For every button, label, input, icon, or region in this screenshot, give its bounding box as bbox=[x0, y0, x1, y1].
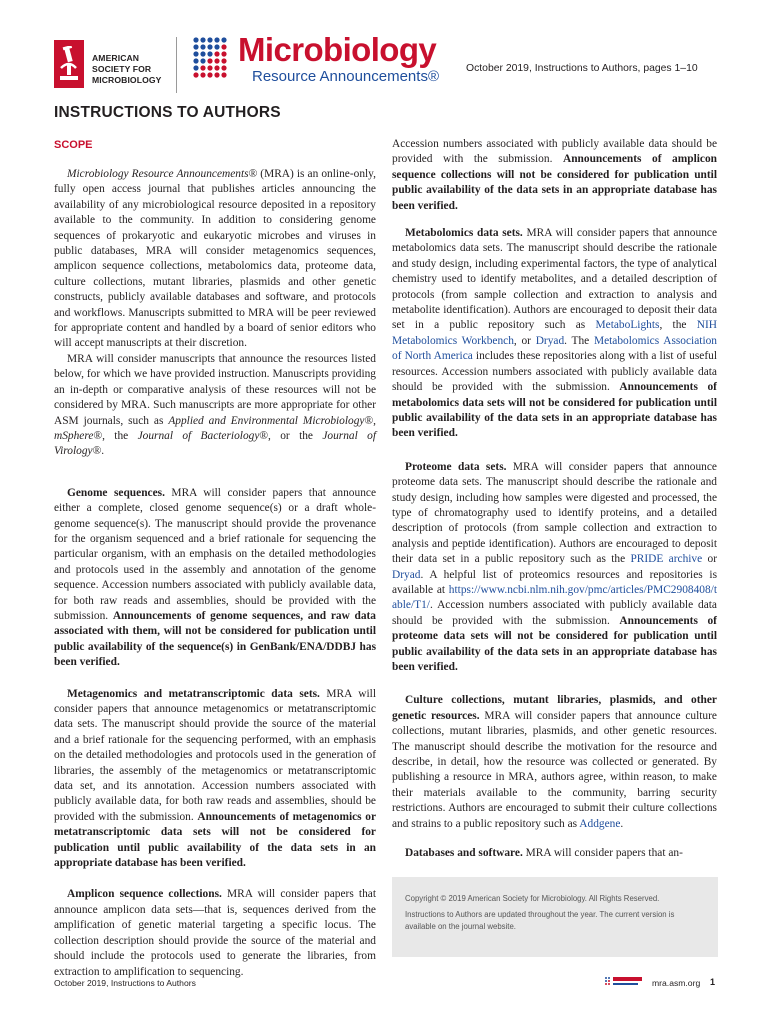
page-number: 1 bbox=[710, 977, 716, 987]
subsection-heading: Culture collections, mutant libraries, plasmids, and other genetic resources. bbox=[392, 694, 717, 722]
asm-name-line: SOCIETY FOR bbox=[92, 64, 152, 74]
bold-notice: Announcements of metabolomics data sets will not be considered for publication until public availability of the data sets in an appropriate database has been verified. bbox=[392, 381, 717, 440]
paragraph-text: MRA will consider papers that announce metagenomics or metatranscriptomic data sets. The manuscript should provide the source of the material and a brief rationale for the sequencing performed, with an emphasis on the detailed methodologies and protocols used in the generation of libraries, the assembly of the metagenomics or metatranscriptomic data set, and its annotation. Accession numbers associated with publicly available data, for both raw reads and assemblies, should be provided with the submission. bbox=[54, 687, 376, 823]
metabolomics-paragraph bbox=[392, 226, 717, 442]
right-column bbox=[392, 137, 717, 861]
mra-small-logo-icon bbox=[604, 976, 644, 988]
update-notice: Instructions to Authors are updated throughout the year. The current version is available on the journal website. bbox=[405, 910, 675, 931]
paragraph-text: MRA will consider papers that an- bbox=[522, 847, 683, 860]
paragraph-text: ®. bbox=[92, 445, 105, 458]
paragraph-text: or bbox=[702, 553, 717, 566]
dryad-link[interactable]: Dryad bbox=[392, 568, 421, 581]
paragraph-text: ®, bbox=[364, 414, 376, 427]
amplicon-paragraph bbox=[54, 887, 376, 979]
databases-software-paragraph bbox=[392, 846, 717, 861]
nih-metabolomics-workbench-link[interactable]: NIH Metabolomics Workbench bbox=[392, 319, 718, 347]
paragraph-text: . Accession numbers associated with publicly available data should be provided with the submission. bbox=[392, 599, 717, 627]
ncbi-proteomics-link[interactable]: https://www.ncbi.nlm.nih.gov/pmc/articles/PMC2908408/table/T1/ bbox=[392, 583, 717, 612]
paragraph-text: MRA will consider papers that announce proteome data sets. The manuscript should describe the rationale and study design, including how samples were digested and processed, the type of chromatography used to identify proteins, and a detailed description of protocols (from sample collection and extraction to analysis and peptide identification). Authors are encouraged to deposit their data set in a public repository such as the bbox=[392, 460, 717, 566]
journal-name: Microbiology Resource Announcements bbox=[67, 168, 249, 180]
paragraph-text: MRA will consider papers that announce either a complete, closed genome sequence(s) or a draft whole-genome sequence(s). The manuscript should provide the provenance for the organism sequenced and a brief rationale for sequencing the particular organism, with an emphasis on the detailed methodologies and protocols used in the assembly and annotation of the genome sequence. Accession numbers associated with publicly available data, for both raw reads and assemblies, should be provided with the submission. bbox=[54, 486, 377, 622]
journal-name: Journal of Bacteriology bbox=[137, 429, 260, 442]
bold-notice: Announcements of metagenomics or metatranscriptomic data sets will not be considered for publication until public availability of the data sets in an appropriate database has been verified. bbox=[54, 810, 376, 870]
scope-paragraph-1 bbox=[54, 167, 376, 352]
proteome-paragraph bbox=[392, 460, 717, 676]
pride-archive-link[interactable]: PRIDE archive bbox=[630, 553, 703, 566]
copyright-text: Copyright © 2019 American Society for Microbiology. All Rights Reserved. bbox=[405, 894, 660, 903]
copyright-box bbox=[392, 877, 718, 957]
bold-notice: Announcements of proteome data sets will not be considered for publication until public availability of the data sets in an appropriate database has been verified. bbox=[392, 614, 717, 673]
subsection-heading: Amplicon sequence collections. bbox=[67, 888, 222, 901]
paragraph-text: includes these repositories along with a list of useful resources. Accession numbers associated with publicly available data should be provided with the submission. bbox=[392, 350, 717, 394]
metagenomics-paragraph bbox=[54, 687, 376, 872]
genome-sequences-paragraph bbox=[54, 486, 376, 671]
asm-logo bbox=[54, 38, 174, 90]
metabolights-link[interactable]: MetaboLights bbox=[595, 319, 660, 332]
metabolomics-association-link[interactable]: Metabolomics Association of North America bbox=[392, 334, 717, 363]
scope-heading: SCOPE bbox=[54, 139, 93, 151]
addgene-link[interactable]: Addgene bbox=[579, 817, 621, 830]
journal-name: Applied and Environmental Microbiology bbox=[168, 414, 365, 427]
subsection-heading: Proteome data sets. bbox=[405, 460, 507, 473]
asm-name bbox=[92, 53, 161, 86]
bold-notice: Announcements of amplicon sequence collections will not be considered for publication until public availability of the data sets in an appropriate database has been verified. bbox=[392, 153, 717, 212]
scope-paragraph-2 bbox=[54, 352, 376, 460]
paragraph-text: MRA will consider manuscripts that announce the resources listed below, for which we have provided instruction. Manuscripts providing an in-depth or comparative analysis of these resources will not be considered by MRA. Such manuscripts are more appropriate for other ASM journals, such as bbox=[54, 352, 376, 427]
paragraph-text: , or bbox=[513, 334, 536, 347]
paragraph-text: ®, the bbox=[93, 429, 138, 442]
microscope-icon bbox=[54, 40, 84, 88]
bold-notice: Announcements of genome sequences, and raw data associated with them, will not be considered for publication until public availability of the sequence(s) in GenBank/ENA/DDBJ has been verified. bbox=[54, 609, 377, 669]
subsection-heading: Metagenomics and metatranscriptomic data sets. bbox=[67, 687, 320, 700]
subsection-heading: Databases and software. bbox=[405, 847, 523, 860]
paragraph-text: MRA will consider papers that announce culture collections, mutant libraries, plasmids, and other genetic resources. The manuscript should describe the motivation for the resource and describe, in detail, how the resource was collected or generated. By publishing a resource in MRA, authors agree, within reason, to make their materials available to the community, barring security restrictions. Authors are encouraged to submit their culture collections and strains to a public repository such as bbox=[392, 709, 717, 830]
asm-name-line: MICROBIOLOGY bbox=[92, 75, 162, 85]
paragraph-text: . The bbox=[564, 334, 594, 347]
journal-url[interactable]: mra.asm.org bbox=[652, 978, 701, 988]
journal-title: Microbiology bbox=[238, 31, 437, 68]
paragraph-text: MRA will consider papers that announce amplicon data sets—that is, sequences derived from the amplification of genetic material targeting a specific locus. The collection description should provide the source of the material and should include the protocols used to generate the libraries, from extraction to amplification to sequencing. bbox=[54, 888, 377, 978]
paragraph-text: ®, or the bbox=[259, 429, 323, 442]
subsection-heading: Metabolomics data sets. bbox=[405, 227, 523, 240]
paragraph-text: MRA will consider papers that announce metabolomics data sets. The manuscript should describe the rationale and study design, including experimental factors, the type of analytical chemistry used to identify metabolites, and a detailed description of protocols (from sample collection and extraction to analysis and metabolite identification). Authors are encouraged to deposit their data set in a public repository such as bbox=[392, 227, 718, 332]
mra-logo-icon bbox=[190, 34, 228, 84]
subsection-heading: Genome sequences. bbox=[67, 486, 165, 499]
paragraph-text: ® (MRA) is an online-only, fully open access journal that publishes articles announcing the availability of any microbiological resource deposited in a repository available to the community. In addition to considering genome sequences of prokaryotic and eukaryotic microbes and viruses in public databases, MRA will consider metagenomics sequences, amplicon sequence collections, metabolomics data, proteome data, culture collections, mutant libraries, plasmids and other genetic constructs, publicly available databases and software, and protocols and workflows. Manuscripts submitted to MRA will be peer reviewed for appropriate content and handled by a board of senior editors who will accept manuscripts at their discretion. bbox=[54, 168, 376, 350]
left-column bbox=[54, 167, 376, 980]
amplicon-continued-paragraph bbox=[392, 137, 717, 214]
issue-line: October 2019, Instructions to Authors, pages 1–10 bbox=[466, 63, 698, 74]
paragraph-text: Accession numbers associated with publicly available data should be provided with the submission. bbox=[392, 138, 717, 166]
culture-collections-paragraph bbox=[392, 693, 717, 832]
header-divider bbox=[176, 37, 177, 93]
paragraph-text: . bbox=[620, 817, 624, 830]
dryad-link[interactable]: Dryad bbox=[535, 334, 565, 347]
page-title: INSTRUCTIONS TO AUTHORS bbox=[54, 104, 281, 121]
paragraph-text: . A helpful list of proteomics resources and repositories is available at bbox=[392, 568, 717, 596]
journal-name: mSphere bbox=[54, 429, 94, 442]
journal-subtitle: Resource Announcements® bbox=[252, 68, 439, 85]
paragraph-text: , the bbox=[659, 319, 697, 332]
journal-name: Journal of Virology bbox=[54, 429, 376, 458]
asm-name-line: AMERICAN bbox=[92, 53, 140, 63]
footer-issue: October 2019, Instructions to Authors bbox=[54, 978, 196, 988]
